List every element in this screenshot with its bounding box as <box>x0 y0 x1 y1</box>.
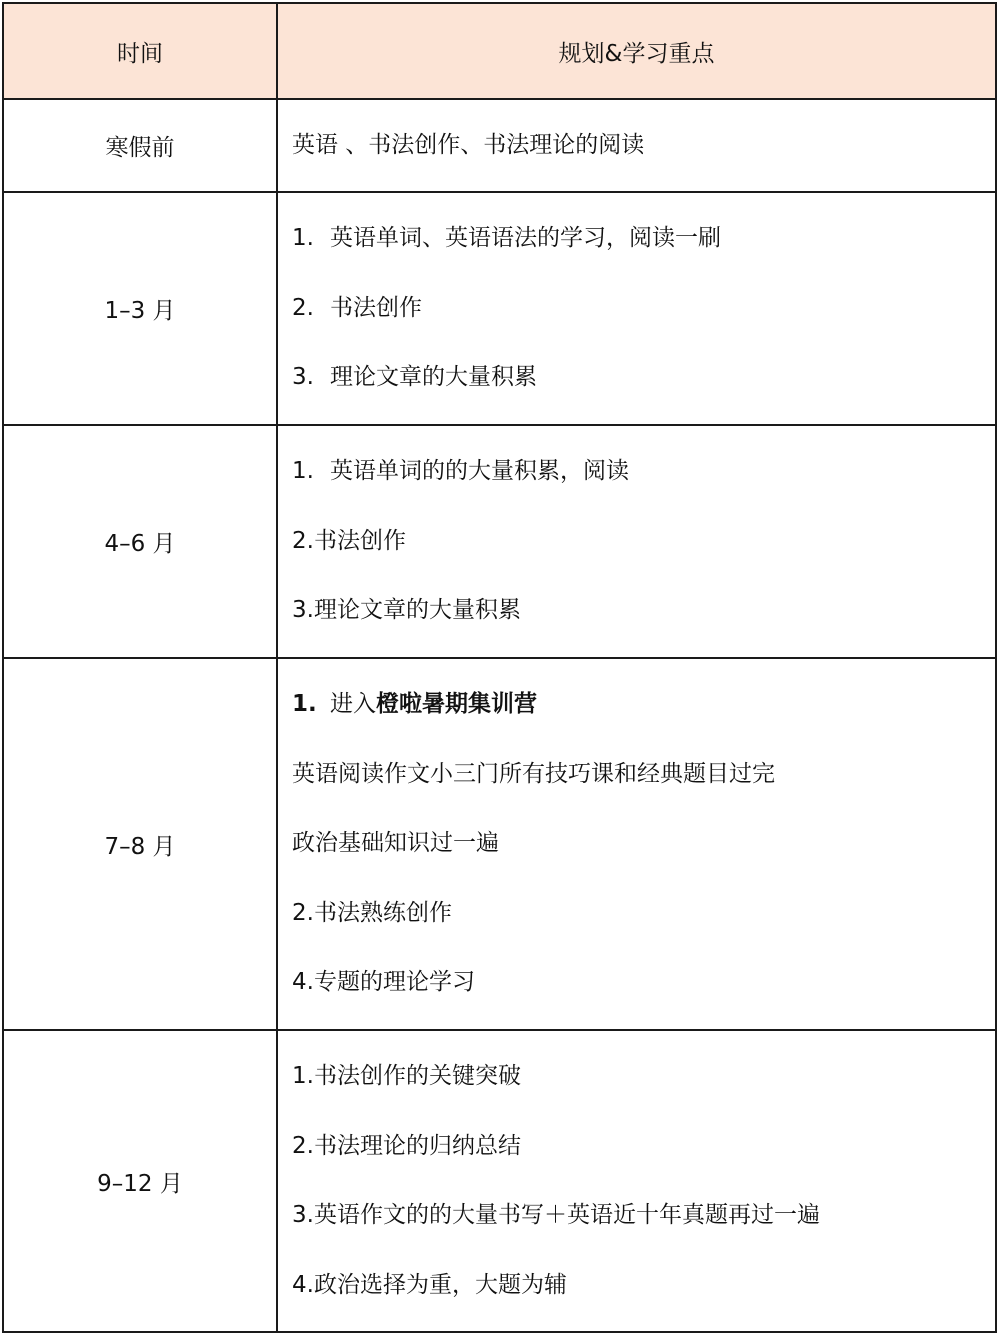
table-row <box>3 99 996 192</box>
plan-line-text: 英语单词的的大量积累，阅读 <box>330 458 629 485</box>
item-number: 2. <box>292 527 314 554</box>
plan-line <box>292 111 995 181</box>
plan-line-text: 书法创作 <box>330 294 422 321</box>
plan-line <box>292 809 995 879</box>
item-number: 3. <box>292 364 314 391</box>
plan-line <box>292 1181 995 1251</box>
plan-line <box>292 507 995 577</box>
header-time: 时间 <box>3 3 277 99</box>
time-cell: 9–12 月 <box>3 1030 277 1332</box>
plan-line-text: 进入 <box>330 691 376 718</box>
plan-line <box>292 343 995 413</box>
plan-line <box>292 740 995 810</box>
plan-line <box>292 670 995 740</box>
time-cell: 7–8 月 <box>3 658 277 1030</box>
plan-line-text: 理论文章的大量积累 <box>330 364 537 391</box>
item-number: 1. <box>292 691 317 718</box>
table-row <box>3 1030 996 1332</box>
table-row <box>3 425 996 658</box>
item-number: 1. <box>292 458 314 485</box>
time-cell: 1–3 月 <box>3 192 277 425</box>
plan-cell <box>277 425 996 658</box>
plan-line-text: 书法理论的归纳总结 <box>313 1132 521 1159</box>
header-plan: 规划&学习重点 <box>277 3 996 99</box>
item-number: 2. <box>292 1132 314 1159</box>
plan-line <box>292 204 995 274</box>
plan-line <box>292 879 995 949</box>
table-row <box>3 658 996 1030</box>
plan-line <box>292 948 995 1018</box>
plan-line <box>292 576 995 646</box>
item-number: 4. <box>292 1271 314 1298</box>
item-number: 3. <box>292 597 314 624</box>
plan-line-text: 英语阅读作文小三门所有技巧课和经典题目过完 <box>292 760 775 787</box>
plan-line-text: 理论文章的大量积累 <box>313 597 521 624</box>
plan-line-text: 书法创作的关键突破 <box>313 1063 521 1089</box>
item-number: 1. <box>292 1063 314 1089</box>
plan-line <box>292 274 995 344</box>
plan-line-text: 政治选择为重，大题为辅 <box>313 1271 567 1298</box>
header-row <box>3 3 996 99</box>
item-number: 1. <box>292 225 314 252</box>
plan-line-text: 专题的理论学习 <box>313 969 475 996</box>
plan-line-text: 书法熟练创作 <box>313 899 452 926</box>
plan-cell <box>277 658 996 1030</box>
plan-line-text: 英语作文的的大量书写＋英语近十年真题再过一遍 <box>313 1202 820 1228</box>
plan-line-text: 英语单词、英语语法的学习，阅读一刷 <box>330 225 721 252</box>
item-number: 2. <box>292 899 314 926</box>
time-cell: 4–6 月 <box>3 425 277 658</box>
item-number: 3. <box>292 1202 314 1228</box>
plan-line-text: 英语 、书法创作、书法理论的阅读 <box>292 131 645 158</box>
study-plan-table <box>2 2 997 1333</box>
plan-cell <box>277 192 996 425</box>
item-number: 2. <box>292 294 314 321</box>
item-number: 4. <box>292 969 314 996</box>
plan-cell <box>277 99 996 192</box>
plan-line <box>292 1251 995 1321</box>
plan-line <box>292 437 995 507</box>
plan-line <box>292 1112 995 1182</box>
table-row <box>3 192 996 425</box>
plan-line-text: 书法创作 <box>313 527 406 554</box>
plan-line-text: 政治基础知识过一遍 <box>292 830 499 857</box>
plan-cell <box>277 1030 996 1332</box>
time-cell: 寒假前 <box>3 99 277 192</box>
plan-line <box>292 1042 995 1112</box>
camp-name: 橙啦暑期集训营 <box>376 691 537 718</box>
